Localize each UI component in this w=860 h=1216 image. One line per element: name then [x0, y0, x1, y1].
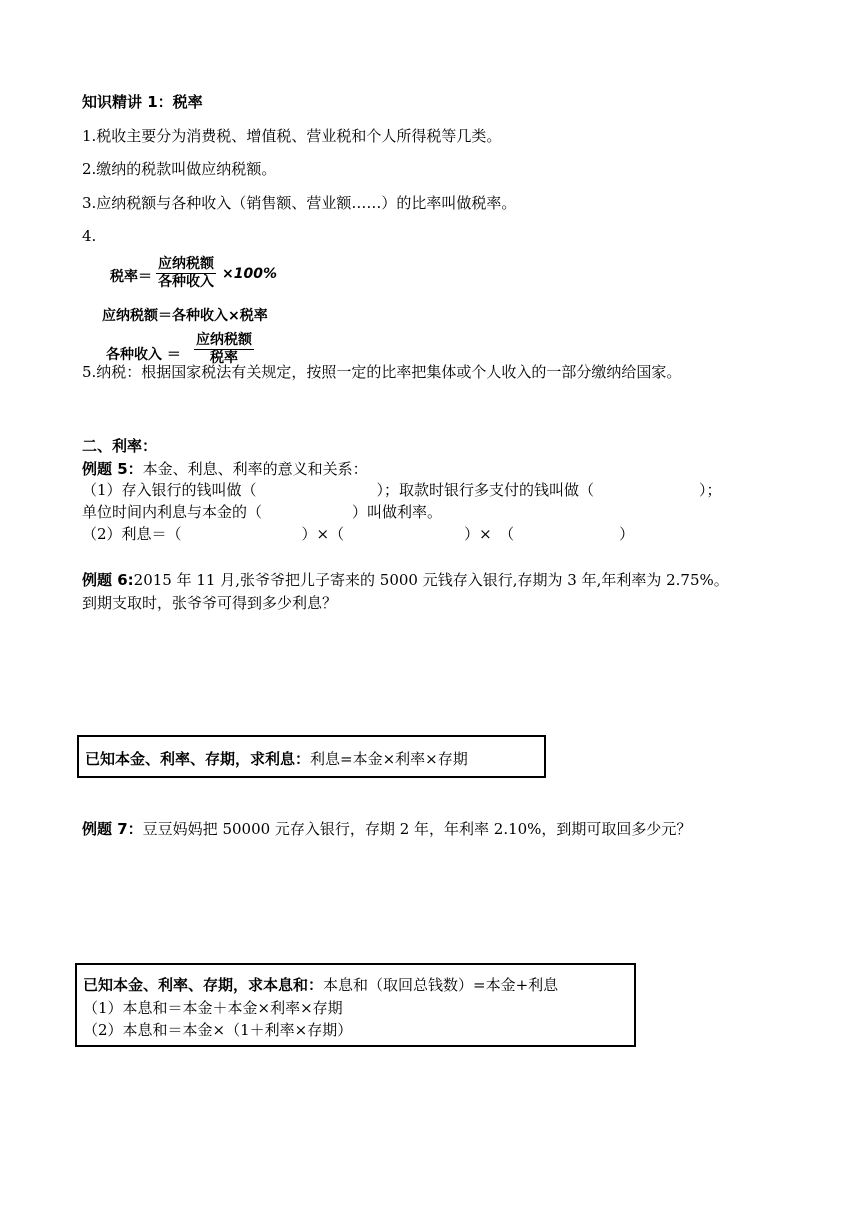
example-5-title: [82, 458, 368, 479]
example-6-line-2: 到期支取时，张爷爷可得到多少利息？: [82, 594, 338, 612]
formula-tax-rate-fraction: [156, 256, 216, 291]
formula-box-interest: [77, 735, 546, 778]
formula-box-text: [83, 974, 558, 995]
section-heading-interest: 二、利率：: [82, 437, 158, 455]
example-5-line-3: （2）利息＝（ ）×（ ）× （ ）: [82, 525, 635, 543]
formula-box-line-1: （1）本息和＝本金＋本金×利率×存期: [83, 999, 343, 1017]
section-heading-tax-rate: 知识精讲 1：税率: [82, 93, 203, 111]
list-item: 4.: [82, 227, 97, 245]
example-label: 例题 5：: [82, 460, 143, 478]
list-item: 1.税收主要分为消费税、增值税、营业税和个人所得税等几类。: [82, 127, 502, 145]
formula-tax-rate-left: 税率＝: [110, 269, 152, 285]
example-5-line-1: （1）存入银行的钱叫做（ ）；取款时银行多支付的钱叫做（ ）；: [82, 481, 722, 499]
formula-tax-amount: 应纳税额＝各种收入×税率: [102, 308, 268, 324]
list-item: 5.纳税：根据国家税法有关规定，按照一定的比率把集体或个人收入的一部分缴纳给国家。: [82, 363, 682, 381]
example-text: 2015 年 11 月,张爷爷把儿子寄来的 5000 元钱存入银行,存期为 3 年,年利率为 2.75%。: [133, 571, 729, 589]
list-item: 2.缴纳的税款叫做应纳税额。: [82, 160, 277, 178]
fraction-denominator: 税率: [210, 350, 238, 366]
example-text: 本金、利息、利率的意义和关系：: [142, 460, 368, 478]
example-label: 例题 7：: [82, 820, 143, 838]
example-text: 豆豆妈妈把 50000 元存入银行，存期 2 年，年利率 2.10%，到期可取回多少元？: [142, 820, 692, 838]
example-7: [82, 818, 691, 839]
formula-box-principal-interest: [75, 963, 636, 1047]
formula-income-left: 各种收入 ＝: [106, 347, 181, 363]
formula-box-formula: 本息和（取回总钱数）=本金+利息: [323, 976, 559, 994]
fraction-numerator: 应纳税额: [158, 256, 214, 272]
formula-box-formula: 利息=本金×利率×存期: [310, 750, 468, 768]
formula-box-line-2: （2）本息和＝本金×（1＋利率×存期）: [83, 1021, 353, 1039]
formula-box-heading: 已知本金、利率、存期，求利息：: [85, 750, 311, 768]
example-label: 例题 6:: [82, 571, 134, 589]
fraction-denominator: 各种收入: [158, 274, 214, 290]
formula-box-text: [85, 748, 468, 769]
list-item: 3.应纳税额与各种收入（销售额、营业额……）的比率叫做税率。: [82, 194, 517, 212]
example-5-line-2: 单位时间内利息与本金的（ ）叫做利率。: [82, 503, 443, 521]
example-6-line-1: [82, 569, 729, 590]
formula-tax-rate-right: ×100%: [222, 266, 277, 282]
fraction-numerator: 应纳税额: [196, 332, 252, 348]
formula-box-heading: 已知本金、利率、存期，求本息和：: [83, 976, 324, 994]
